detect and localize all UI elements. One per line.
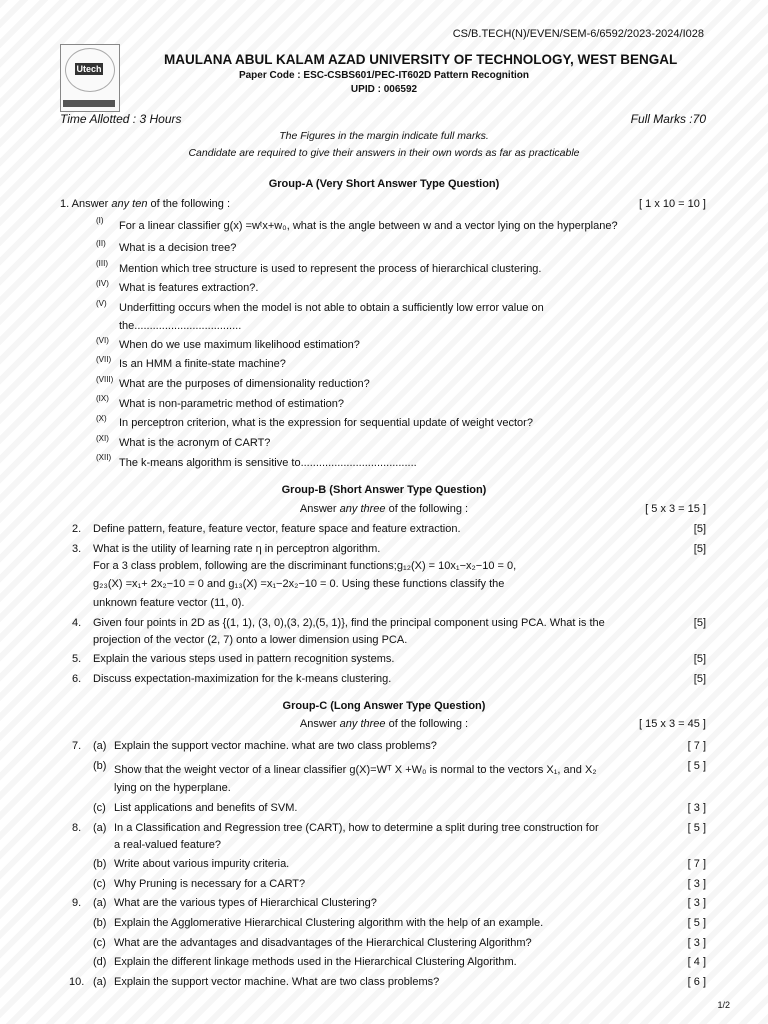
group-b-title: Group-B (Short Answer Type Question) bbox=[281, 484, 487, 496]
question-text: What is features extraction?. bbox=[119, 282, 259, 294]
question-marks: [5] bbox=[693, 543, 706, 555]
question-text: List applications and benefits of SVM. bbox=[114, 802, 298, 814]
question-text: Why Pruning is necessary for a CART? bbox=[114, 878, 306, 890]
question-marks: [ 5 ] bbox=[687, 760, 706, 772]
sub-label: (c) bbox=[93, 802, 106, 814]
question-text: What is the acronym of CART? bbox=[119, 437, 271, 449]
question-marks: [ 6 ] bbox=[687, 976, 706, 988]
question-text: When do we use maximum likelihood estimation? bbox=[119, 339, 360, 351]
question-number: 10. bbox=[69, 976, 85, 988]
group-c-title: Group-C (Long Answer Type Question) bbox=[282, 700, 486, 712]
question-text: What is a decision tree? bbox=[119, 242, 237, 254]
question-number: 3. bbox=[72, 543, 82, 555]
question-text: In a Classification and Regression tree (CART), how to determine a split during tree construction for bbox=[114, 822, 599, 834]
question-text: In perceptron criterion, what is the expression for sequential update of weight vector? bbox=[119, 417, 533, 429]
question-text: What are the various types of Hierarchical Clustering? bbox=[114, 897, 377, 909]
question-text: What are the advantages and disadvantages of the Hierarchical Clustering Algorithm? bbox=[114, 937, 532, 949]
item-label: (I) bbox=[96, 216, 104, 225]
group-a-instruction: 1. Answer any ten of the following : bbox=[60, 198, 231, 210]
question-marks: [5] bbox=[693, 617, 706, 629]
instruction-line-2: Candidate are required to give their answers in their own words as far as practicable bbox=[188, 147, 580, 159]
question-marks: [ 3 ] bbox=[687, 878, 706, 890]
question-text: Discuss expectation-maximization for the k-means clustering. bbox=[93, 673, 392, 685]
question-text: Show that the weight vector of a linear classifier g(X)=Wᵀ X +W₀ is normal to the vectors X₁, and X₂ bbox=[114, 764, 597, 776]
question-text: Underfitting occurs when the model is not able to obtain a sufficiently low error value on bbox=[119, 302, 544, 314]
sub-label: (b) bbox=[93, 858, 107, 870]
question-marks: [ 7 ] bbox=[687, 858, 706, 870]
question-text: Explain the various steps used in pattern recognition systems. bbox=[93, 653, 395, 665]
item-label: (III) bbox=[96, 259, 108, 268]
question-marks: [ 5 ] bbox=[687, 917, 706, 929]
item-label: (VI) bbox=[96, 336, 109, 345]
question-number: 7. bbox=[72, 740, 82, 752]
paper-title: Paper Code : ESC-CSBS601/PEC-IT602D Pattern Recognition bbox=[238, 70, 530, 81]
question-marks: [ 3 ] bbox=[687, 802, 706, 814]
question-text: projection of the vector (2, 7) onto a lower dimension using PCA. bbox=[93, 634, 408, 646]
question-text-continued: a real-valued feature? bbox=[114, 839, 222, 851]
question-text: What are the purposes of dimensionality reduction? bbox=[119, 378, 370, 390]
group-c-instruction: Answer any three of the following : bbox=[299, 718, 469, 730]
question-text: Explain the support vector machine. What are two class problems? bbox=[114, 976, 440, 988]
question-text: What is non-parametric method of estimation? bbox=[119, 398, 344, 410]
group-a-title: Group-A (Very Short Answer Type Question) bbox=[268, 178, 500, 190]
question-text: What is the utility of learning rate η in perceptron algorithm. bbox=[93, 543, 381, 555]
question-marks: [ 5 ] bbox=[687, 822, 706, 834]
question-text: Given four points in 2D as {(1, 1), (3, 0),(3, 2),(5, 1)}, find the principal component using PCA. What is the bbox=[93, 617, 605, 629]
group-b-instruction: Answer any three of the following : bbox=[299, 503, 469, 515]
question-text: Explain the Agglomerative Hierarchical Clustering algorithm with the help of an example. bbox=[114, 917, 544, 929]
instruction-line-1: The Figures in the margin indicate full marks. bbox=[279, 130, 489, 142]
question-text: Define pattern, feature, feature vector, feature space and feature extraction. bbox=[93, 523, 461, 535]
sub-label: (a) bbox=[93, 822, 107, 834]
question-text: For a linear classifier g(x) =wᵗx+w₀, what is the angle between w and a vector lying on the hyperplane? bbox=[119, 220, 618, 232]
question-text: unknown feature vector (11, 0). bbox=[93, 597, 245, 609]
question-marks: [5] bbox=[693, 673, 706, 685]
item-label: (IV) bbox=[96, 279, 109, 288]
logo-band bbox=[63, 100, 115, 107]
question-text: Explain the different linkage methods used in the Hierarchical Clustering Algorithm. bbox=[114, 956, 517, 968]
full-marks: Full Marks :70 bbox=[630, 112, 706, 126]
item-label: (II) bbox=[96, 239, 106, 248]
question-marks: [ 3 ] bbox=[687, 937, 706, 949]
paper-code-header: CS/B.TECH(N)/EVEN/SEM-6/6592/2023-2024/I028 bbox=[452, 28, 704, 40]
logo-brand: Utech bbox=[76, 64, 102, 74]
question-text: g₂₃(X) =x₁+ 2x₂−10 = 0 and g₁₃(X) =x₁−2x₂−10 = 0. Using these functions classify the bbox=[93, 578, 505, 590]
item-label: (VIII) bbox=[96, 375, 114, 384]
item-label: (XI) bbox=[96, 434, 109, 443]
sub-label: (c) bbox=[93, 937, 106, 949]
item-label: (X) bbox=[96, 414, 107, 423]
sub-label: (b) bbox=[93, 760, 107, 772]
question-marks: [ 4 ] bbox=[687, 956, 706, 968]
sub-label: (d) bbox=[93, 956, 107, 968]
question-text: For a 3 class problem, following are the discriminant functions;g₁₂(X) = 10x₁−x₂−10 = 0, bbox=[93, 560, 517, 572]
item-label: (XII) bbox=[96, 453, 112, 462]
question-marks: [5] bbox=[693, 523, 706, 535]
page-number: 1/2 bbox=[717, 1000, 730, 1010]
question-text: Explain the support vector machine. what are two class problems? bbox=[114, 740, 437, 752]
group-c-allocation: [ 15 x 3 = 45 ] bbox=[639, 718, 706, 730]
sub-label: (a) bbox=[93, 976, 107, 988]
question-number: 8. bbox=[72, 822, 82, 834]
group-b-allocation: [ 5 x 3 = 15 ] bbox=[645, 503, 706, 515]
question-text: Is an HMM a finite-state machine? bbox=[119, 358, 286, 370]
question-marks: [ 7 ] bbox=[687, 740, 706, 752]
university-name: MAULANA ABUL KALAM AZAD UNIVERSITY OF TECHNOLOGY, WEST BENGAL bbox=[164, 52, 678, 67]
item-label: (V) bbox=[96, 299, 107, 308]
question-number: 4. bbox=[72, 617, 82, 629]
sub-label: (a) bbox=[93, 897, 107, 909]
item-label: (IX) bbox=[96, 394, 109, 403]
item-label: (VII) bbox=[96, 355, 112, 364]
question-text: Mention which tree structure is used to represent the process of hierarchical clustering. bbox=[119, 263, 542, 275]
time-allotted: Time Allotted : 3 Hours bbox=[60, 112, 182, 126]
upid: UPID : 006592 bbox=[350, 84, 418, 95]
sub-label: (b) bbox=[93, 917, 107, 929]
question-text-continued: lying on the hyperplane. bbox=[114, 782, 231, 794]
question-number: 9. bbox=[72, 897, 82, 909]
question-text: Write about various impurity criteria. bbox=[114, 858, 290, 870]
sub-label: (a) bbox=[93, 740, 107, 752]
question-number: 5. bbox=[72, 653, 82, 665]
question-number: 2. bbox=[72, 523, 82, 535]
question-marks: [ 3 ] bbox=[687, 897, 706, 909]
question-text: The k-means algorithm is sensitive to...................................... bbox=[119, 457, 417, 469]
question-number: 6. bbox=[72, 673, 82, 685]
question-text-continued: the................................... bbox=[119, 320, 242, 332]
group-a-allocation: [ 1 x 10 = 10 ] bbox=[639, 198, 706, 210]
sub-label: (c) bbox=[93, 878, 106, 890]
question-marks: [5] bbox=[693, 653, 706, 665]
